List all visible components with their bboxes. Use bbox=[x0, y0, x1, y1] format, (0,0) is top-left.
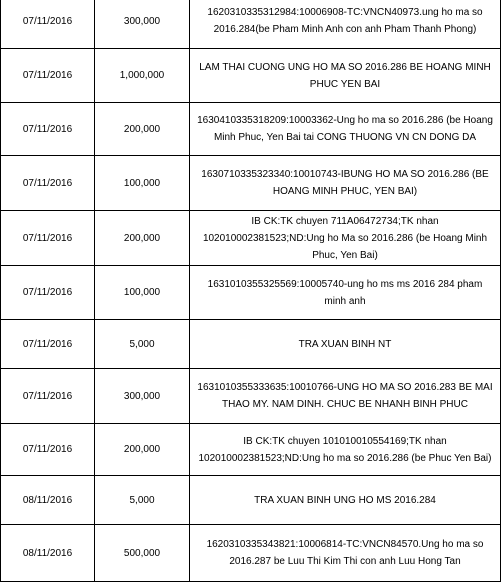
date-cell: 07/11/2016 bbox=[1, 211, 95, 266]
table-row bbox=[1, 266, 501, 320]
date-cell: 07/11/2016 bbox=[1, 103, 95, 156]
date-cell: 07/11/2016 bbox=[1, 156, 95, 211]
description-cell: TRA XUAN BINH NT bbox=[190, 320, 501, 369]
table-row bbox=[1, 103, 501, 156]
amount-cell: 300,000 bbox=[95, 369, 190, 424]
date-cell: 07/11/2016 bbox=[1, 424, 95, 476]
description-cell: 1631010355333635:10010766-UNG HO MA SO 2016.283 BE MAI THAO MY. NAM DINH. CHUC BE NHANH BINH PHUC bbox=[190, 369, 501, 424]
date-cell: 07/11/2016 bbox=[1, 320, 95, 369]
date-cell: 07/11/2016 bbox=[1, 266, 95, 320]
table-row bbox=[1, 369, 501, 424]
amount-cell: 200,000 bbox=[95, 424, 190, 476]
amount-cell: 200,000 bbox=[95, 103, 190, 156]
amount-cell: 100,000 bbox=[95, 156, 190, 211]
amount-cell: 1,000,000 bbox=[95, 49, 190, 103]
date-cell: 07/11/2016 bbox=[1, 0, 95, 49]
date-cell: 08/11/2016 bbox=[1, 476, 95, 525]
amount-cell: 100,000 bbox=[95, 266, 190, 320]
table-row bbox=[1, 211, 501, 266]
table-row bbox=[1, 424, 501, 476]
date-cell: 07/11/2016 bbox=[1, 369, 95, 424]
table-row bbox=[1, 0, 501, 49]
description-cell: 1620310335343821:10006814-TC:VNCN84570.Ung ho ma so 2016.287 be Luu Thi Kim Thi con anh Luu Hong Tan bbox=[190, 525, 501, 582]
table-row bbox=[1, 156, 501, 211]
description-cell: IB CK:TK chuyen 101010010554169;TK nhan 102010002381523;ND:Ung ho ma so 2016.286 (be Phuc Yen Bai) bbox=[190, 424, 501, 476]
amount-cell: 200,000 bbox=[95, 211, 190, 266]
description-cell: 1631010355325569:10005740-ung ho ms ms 2016 284 pham minh anh bbox=[190, 266, 501, 320]
table-row bbox=[1, 525, 501, 582]
description-cell: 1630710335323340:10010743-IBUNG HO MA SO 2016.286 (BE HOANG MINH PHUC, YEN BAI) bbox=[190, 156, 501, 211]
description-cell: TRA XUAN BINH UNG HO MS 2016.284 bbox=[190, 476, 501, 525]
amount-cell: 5,000 bbox=[95, 476, 190, 525]
description-cell: 1620310335312984:10006908-TC:VNCN40973.ung ho ma so 2016.284(be Pham Minh Anh con anh Pham Thanh Phong) bbox=[190, 0, 501, 49]
description-cell: IB CK:TK chuyen 711A06472734;TK nhan 102010002381523;ND:Ung ho Ma so 2016.286 (be Hoang Minh Phuc, Yen Bai) bbox=[190, 211, 501, 266]
table-row bbox=[1, 49, 501, 103]
date-cell: 07/11/2016 bbox=[1, 49, 95, 103]
amount-cell: 500,000 bbox=[95, 525, 190, 582]
table-row bbox=[1, 320, 501, 369]
description-cell: LAM THAI CUONG UNG HO MA SO 2016.286 BE HOANG MINH PHUC YEN BAI bbox=[190, 49, 501, 103]
amount-cell: 300,000 bbox=[95, 0, 190, 49]
table-row bbox=[1, 476, 501, 525]
date-cell: 08/11/2016 bbox=[1, 525, 95, 582]
description-cell: 1630410335318209:10003362-Ung ho ma so 2016.286 (be Hoang Minh Phuc, Yen Bai tai CONG THUONG VN CN DONG DA bbox=[190, 103, 501, 156]
amount-cell: 5,000 bbox=[95, 320, 190, 369]
